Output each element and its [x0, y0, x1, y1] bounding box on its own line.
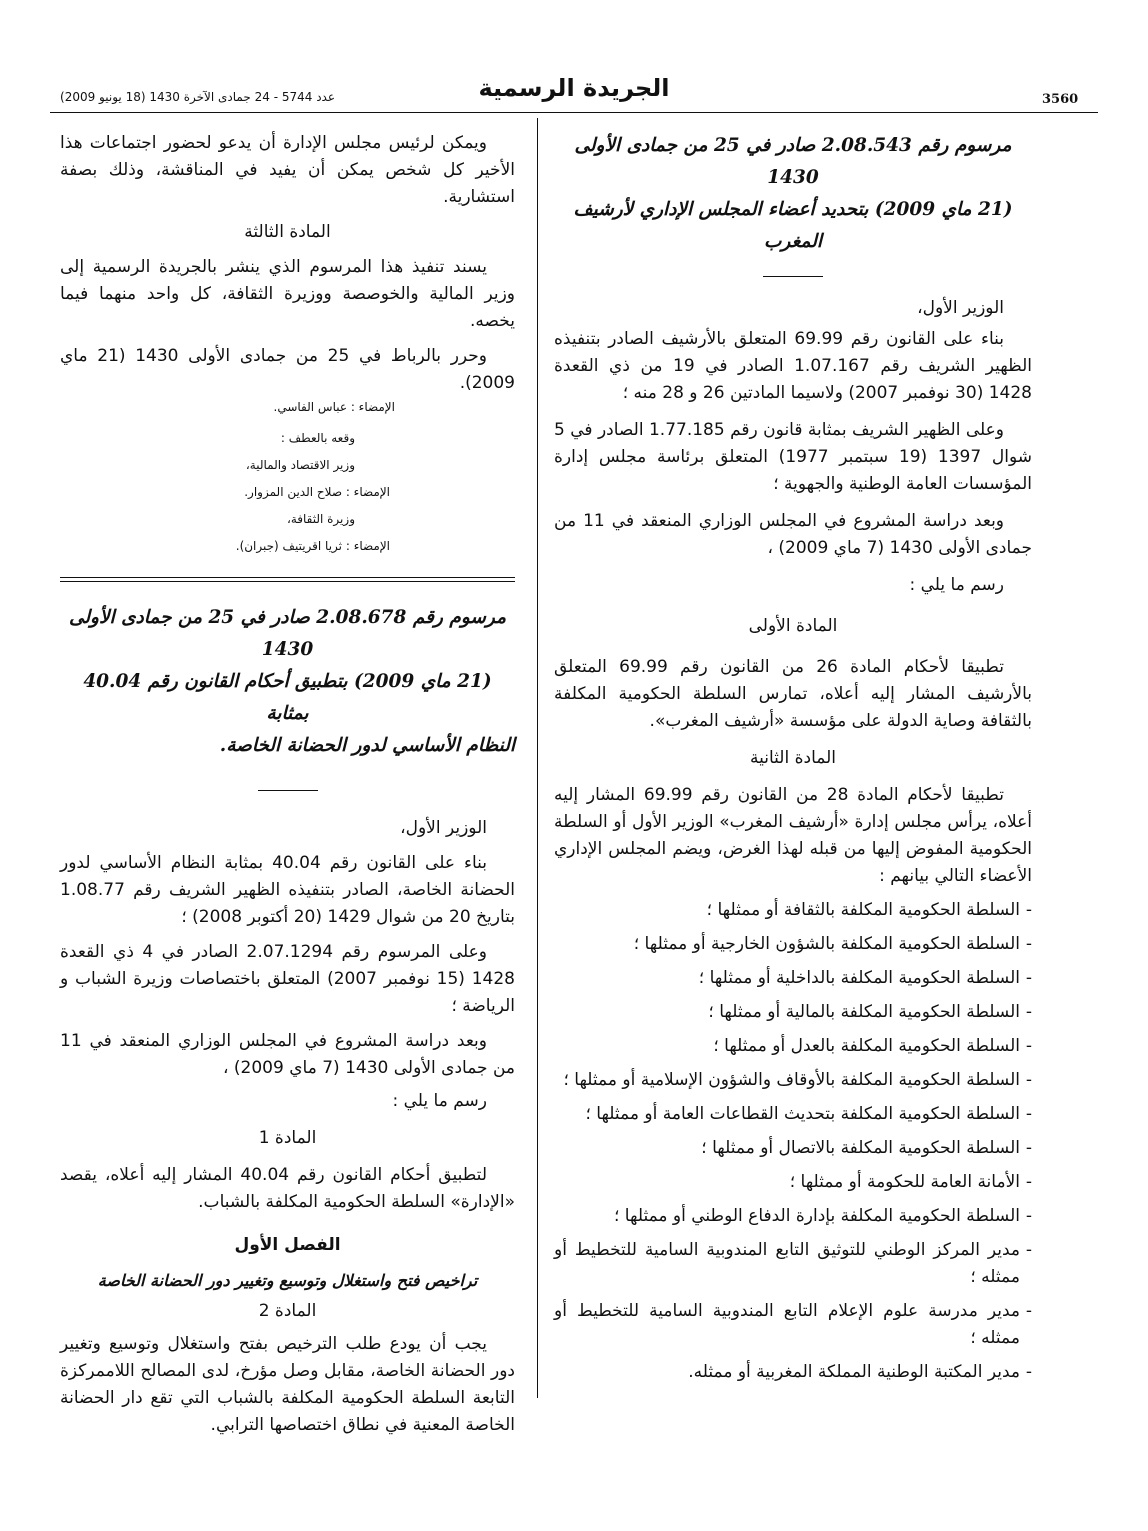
- decree2-chapter1-title: الفصل الأول: [234, 1235, 341, 1255]
- decree2-article1-title: المادة 1: [258, 1128, 317, 1148]
- decree2-para2: وعلى المرسوم رقم 2.07.1294 الصادر في 4 ذي القعدة 1428 (15 نوفمبر 2007) المتعلق باختصاصات وزيرة الشباب و الرياضة ؛: [60, 942, 515, 1016]
- decree1-article2-text: تطبيقا لأحكام المادة 28 من القانون رقم 69.99 المشار إليه أعلاه، يرأس مجلس إدارة «أرشيف المغرب» الوزير الأول أو السلطة الحكومية المفوض إليها من قبله لهذا الغرض، ويضم المجلس الإداري الأعضاء التالي بيانهم :: [554, 785, 1032, 886]
- signature-finance: الإمضاء : صلاح الدين المزوار.: [244, 485, 390, 499]
- signature-culture: الإمضاء : ثريا اقريتيف (جبران).: [235, 539, 390, 553]
- decree1-para3: وبعد دراسة المشروع في المجلس الوزاري المنعقد في 11 من جمادى الأولى 1430 (7 ماي 2009) ،: [554, 511, 1032, 558]
- decree1-title-line2: (21 ماي 2009) بتحديد أعضاء المجلس الإداري لأرشيف المغرب: [573, 199, 1013, 252]
- decree1-article1-text: تطبيقا لأحكام المادة 26 من القانون رقم 69.99 المتعلق بالأرشيف المشار إليه أعلاه، تمارس السلطة الحكومية المكلفة بالثقافة وصاية الدولة على مؤسسة «أرشيف المغرب».: [554, 657, 1032, 731]
- culture-minister-label: وزيرة الثقافة،: [286, 512, 355, 526]
- board-member-item: - السلطة الحكومية المكلفة بالشؤون الخارجية أو ممثلها ؛: [554, 931, 1032, 958]
- decree1-title-line1: مرسوم رقم 2.08.543 صادر في 25 من جمادى الأولى 1430: [574, 135, 1012, 188]
- decree2-title-line1: مرسوم رقم 2.08.678 صادر في 25 من جمادى الأولى 1430: [68, 607, 507, 660]
- decree2-article2-text: يجب أن يودع طلب الترخيص بفتح واستغلال وتوسيع وتغيير دور الحضانة الخاصة، مقابل وصل مؤرخ، لدى المصالح اللاممركزة التابعة السلطة الحكومية المكلفة بالشباب التي تقع دار الحضانة الخاصة المعنية في نطاق اختصاصها الترابي.: [60, 1334, 515, 1435]
- signature-pm: الإمضاء : عباس الفاسي.: [273, 400, 395, 414]
- decree1-article2-title: المادة الثانية: [750, 748, 836, 768]
- decree1-decrees: رسم ما يلي :: [909, 575, 1004, 595]
- decree1-minister: الوزير الأول،: [917, 298, 1004, 318]
- countersigned-label: وقعه بالعطف :: [280, 431, 355, 445]
- board-member-item: - الأمانة العامة للحكومة أو ممثلها ؛: [554, 1169, 1032, 1196]
- decree1-para2: وعلى الظهير الشريف بمثابة قانون رقم 1.77.185 الصادر في 5 شوال 1397 (19 سبتمبر 1977) المتعلق برئاسة مجلس إدارة المؤسسات العامة الوطنية والجهوية ؛: [554, 420, 1033, 494]
- board-member-item: - السلطة الحكومية المكلفة بالأوقاف والشؤون الإسلامية أو ممثلها ؛: [554, 1067, 1032, 1094]
- decree2-para3: وبعد دراسة المشروع في المجلس الوزاري المنعقد في 11 من جمادى الأولى 1430 (7 ماي 2009) ،: [60, 1031, 515, 1078]
- masthead: الجريدة الرسمية: [478, 74, 670, 102]
- decree2-title-line2: (21 ماي 2009) بتطبيق أحكام القانون رقم 40.04 بمثابة: [83, 671, 492, 724]
- page-header: [50, 72, 1098, 112]
- board-member-item: - السلطة الحكومية المكلفة بالثقافة أو ممثلها ؛: [554, 897, 1032, 924]
- decree2-title-line3: النظام الأساسي لدور الحضانة الخاصة.: [219, 735, 515, 756]
- issue-info: عدد 5744 - 24 جمادى الآخرة 1430 (18 يونيو 2009): [60, 90, 336, 104]
- left-column: [60, 120, 515, 1439]
- decree1-done-at: وحرر بالرباط في 25 من جمادى الأولى 1430 (21 ماي 2009).: [60, 346, 515, 393]
- decree1-article1-title: المادة الأولى: [748, 616, 838, 636]
- decree2-chapter1-subtitle: تراخيص فتح واستغلال وتوسيع وتغيير دور الحضانة الخاصة: [97, 1271, 478, 1290]
- column-divider: [537, 118, 538, 1398]
- page-number: 3560: [1042, 92, 1079, 107]
- title-separator-2: [258, 790, 318, 791]
- title-separator: [763, 276, 823, 277]
- decree2-para1: بناء على القانون رقم 40.04 بمثابة النظام الأساسي لدور الحضانة الخاصة، الصادر بتنفيذه الظهير الشريف رقم 1.08.77 بتاريخ 20 من شوال 1429 (20 أكتوبر 2008) ؛: [60, 853, 515, 927]
- decree1-article3-text: يسند تنفيذ هذا المرسوم الذي ينشر بالجريدة الرسمية إلى وزير المالية والخوصصة ووزيرة الثقافة، كل واحد منهما فيما يخصه.: [60, 257, 515, 331]
- decree1-article3-title: المادة الثالثة: [244, 222, 331, 242]
- board-member-item: - السلطة الحكومية المكلفة بالداخلية أو ممثلها ؛: [554, 965, 1032, 992]
- decree1-para1: بناء على القانون رقم 69.99 المتعلق بالأرشيف الصادر بتنفيذه الظهير الشريف رقم 1.07.167 الصادر في 19 من ذي القعدة 1428 (30 نوفمبر 2007) ولاسيما المادتين 26 و 28 منه ؛: [554, 329, 1032, 403]
- decree2-decrees: رسم ما يلي :: [392, 1091, 487, 1111]
- board-members-list: [554, 897, 1032, 1386]
- decree2-article1-text: لتطبيق أحكام القانون رقم 40.04 المشار إليه أعلاه، يقصد «الإدارة» السلطة الحكومية المكلفة بالشباب.: [60, 1165, 515, 1212]
- board-member-item: - السلطة الحكومية المكلفة بالمالية أو ممثلها ؛: [554, 999, 1032, 1026]
- board-member-item: - مدير مدرسة علوم الإعلام التابع المندوبية السامية للتخطيط أو ممثله ؛: [554, 1298, 1032, 1352]
- decree2-minister: الوزير الأول،: [400, 818, 487, 838]
- board-member-item: - مدير المكتبة الوطنية المملكة المغربية أو ممثله.: [554, 1359, 1032, 1386]
- decree1-continued-para: ويمكن لرئيس مجلس الإدارة أن يدعو لحضور اجتماعات هذا الأخير كل شخص يمكن أن يفيد في المناقشة، وذلك بصفة استشارية.: [60, 133, 515, 207]
- board-member-item: - السلطة الحكومية المكلفة بالعدل أو ممثلها ؛: [554, 1033, 1032, 1060]
- board-member-item: - السلطة الحكومية المكلفة بإدارة الدفاع الوطني أو ممثلها ؛: [554, 1203, 1032, 1230]
- finance-minister-label: وزير الاقتصاد والمالية،: [245, 458, 355, 472]
- board-member-item: - السلطة الحكومية المكلفة بتحديث القطاعات العامة أو ممثلها ؛: [554, 1101, 1032, 1128]
- decree2-article2-title: المادة 2: [258, 1301, 317, 1321]
- board-member-item: - السلطة الحكومية المكلفة بالاتصال أو ممثلها ؛: [554, 1135, 1032, 1162]
- right-column: [554, 120, 1032, 1386]
- board-member-item: - مدير المركز الوطني للتوثيق التابع المندوبية السامية للتخطيط أو ممثله ؛: [554, 1237, 1032, 1291]
- header-rule: [50, 112, 1098, 113]
